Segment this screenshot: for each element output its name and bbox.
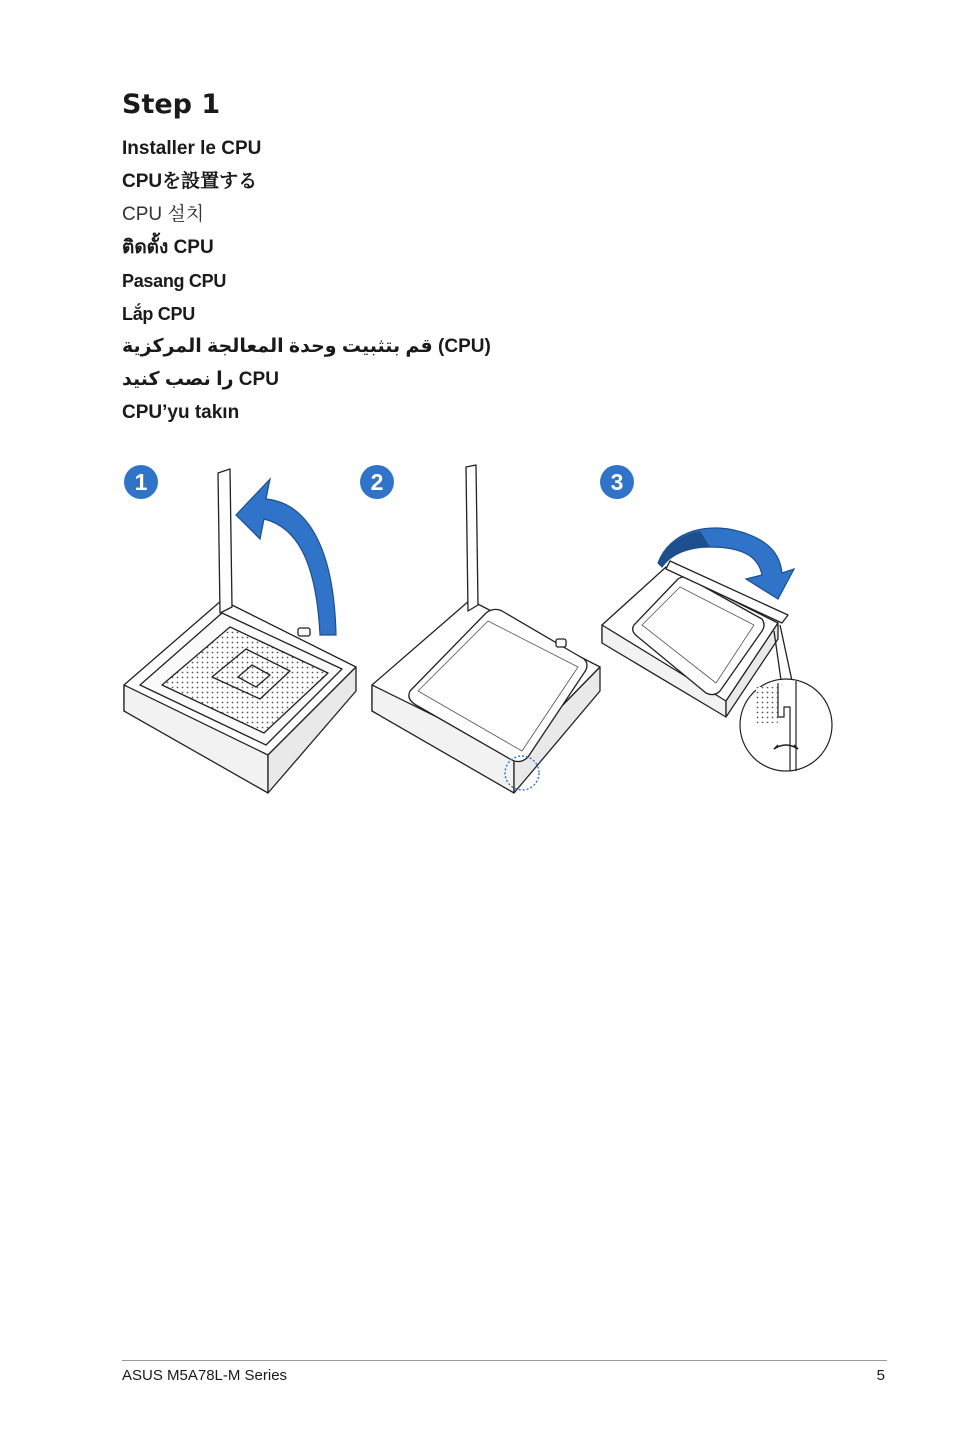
step-badge-3: 3 bbox=[600, 465, 634, 499]
footer-rule bbox=[122, 1360, 887, 1361]
instruction-korean: CPU 설치 bbox=[122, 204, 205, 225]
lift-arrow bbox=[236, 479, 336, 635]
cpu-install-illustration bbox=[110, 455, 850, 825]
instruction-japanese: CPUを設置する bbox=[122, 171, 258, 192]
instruction-thai: ติดตั้ง CPU bbox=[122, 237, 214, 258]
instruction-turkish: CPU’yu takın bbox=[122, 402, 240, 423]
instruction-arabic: (CPU) قم بتثبيت وحدة المعالجة المركزية bbox=[122, 336, 491, 357]
instruction-french: Installer le CPU bbox=[122, 138, 262, 159]
step-badge-2: 2 bbox=[360, 465, 394, 499]
instruction-vietnamese: Lắp CPU bbox=[122, 304, 195, 324]
instruction-persian: CPU را نصب کنید bbox=[122, 369, 279, 390]
language-instructions bbox=[122, 136, 491, 433]
illustration-svg bbox=[110, 455, 850, 825]
step-title: Step 1 bbox=[122, 89, 221, 120]
instruction-indonesian: Pasang CPU bbox=[122, 271, 227, 291]
footer-product: ASUS M5A78L-M Series bbox=[122, 1367, 288, 1384]
step-badge-1: 1 bbox=[124, 465, 158, 499]
lever-detail-zoom bbox=[740, 679, 832, 771]
socket-cpu-placed bbox=[372, 465, 600, 793]
footer-page-number: 5 bbox=[876, 1367, 885, 1384]
